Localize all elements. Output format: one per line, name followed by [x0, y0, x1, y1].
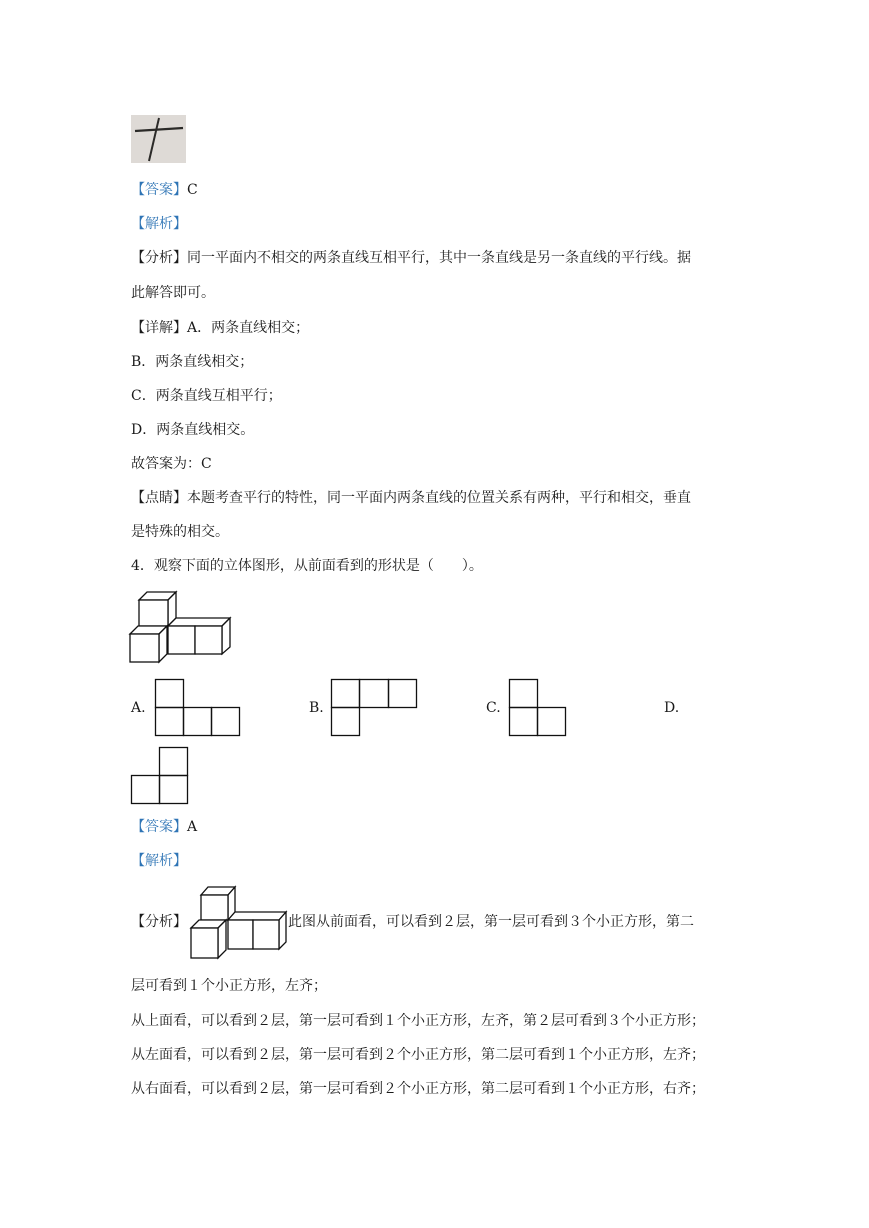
crossing-sticks-drawing: [131, 115, 186, 163]
option-d-label: D.: [664, 700, 680, 716]
q3-analysis-line-1: [131, 248, 691, 268]
analysis-text: 同一平面内不相交的两条直线互相平行，其中一条直线是另一条直线的平行线。据: [187, 250, 691, 266]
option-a-front-view: [155, 679, 240, 737]
q3-detail-line-1: 【详解】A．两条直线相交；: [131, 320, 310, 336]
cube-figure-small: [191, 887, 287, 959]
q4-analysis-line-5: 从右面看，可以看到２层，第一层可看到２个小正方形，第二层可看到１个小正方形，右齐；: [131, 1081, 705, 1097]
option-b-label: B.: [309, 700, 324, 716]
q4-analysis-line-1: 此图从前面看，可以看到２层，第一层可看到３个小正方形，第二: [288, 914, 694, 930]
q3-jiexi-heading: 【解析】: [131, 216, 187, 232]
q3-conclusion: 故答案为：C: [131, 456, 212, 472]
q4-analysis-line-2: 层可看到１个小正方形，左齐；: [131, 978, 327, 994]
answer-tag: 【答案】: [131, 182, 187, 198]
answer-value: C: [187, 182, 198, 198]
option-d-right-view: [131, 747, 189, 805]
cube-figure-3d: [130, 592, 232, 664]
q3-comment-line-1: 【点睛】本题考查平行的特性，同一平面内两条直线的位置关系有两种，平行和相交，垂直: [131, 490, 691, 506]
answer-tag: 【答案】: [131, 819, 187, 835]
analysis-tag: 【分析】: [131, 250, 187, 266]
q3-detail-line-3: C．两条直线互相平行；: [131, 388, 282, 404]
crossing-lines-photo: [131, 115, 186, 163]
option-b-top-view: [331, 679, 418, 737]
q3-detail-line-2: B．两条直线相交；: [131, 354, 254, 370]
q3-answer: [131, 180, 198, 200]
q3-analysis-line-2: 此解答即可。: [131, 285, 215, 301]
option-c-left-view: [509, 679, 567, 737]
q4-question: 4．观察下面的立体图形，从前面看到的形状是（ ）。: [131, 558, 483, 574]
q4-answer: [131, 817, 197, 837]
q4-analysis-tag: 【分析】: [131, 914, 187, 930]
q4-analysis-line-3: 从上面看，可以看到２层，第一层可看到１个小正方形，左齐，第２层可看到３个小正方形；: [131, 1013, 705, 1029]
q3-comment-line-2: 是特殊的相交。: [131, 524, 229, 540]
option-a-label: A.: [131, 700, 146, 716]
answer-value: A: [187, 819, 198, 835]
q4-analysis-line-4: 从左面看，可以看到２层，第一层可看到２个小正方形，第二层可看到１个小正方形，左齐；: [131, 1047, 705, 1063]
q4-jiexi-heading: 【解析】: [131, 853, 187, 869]
option-c-label: C.: [486, 700, 501, 716]
q3-detail-line-4: D．两条直线相交。: [131, 422, 255, 438]
